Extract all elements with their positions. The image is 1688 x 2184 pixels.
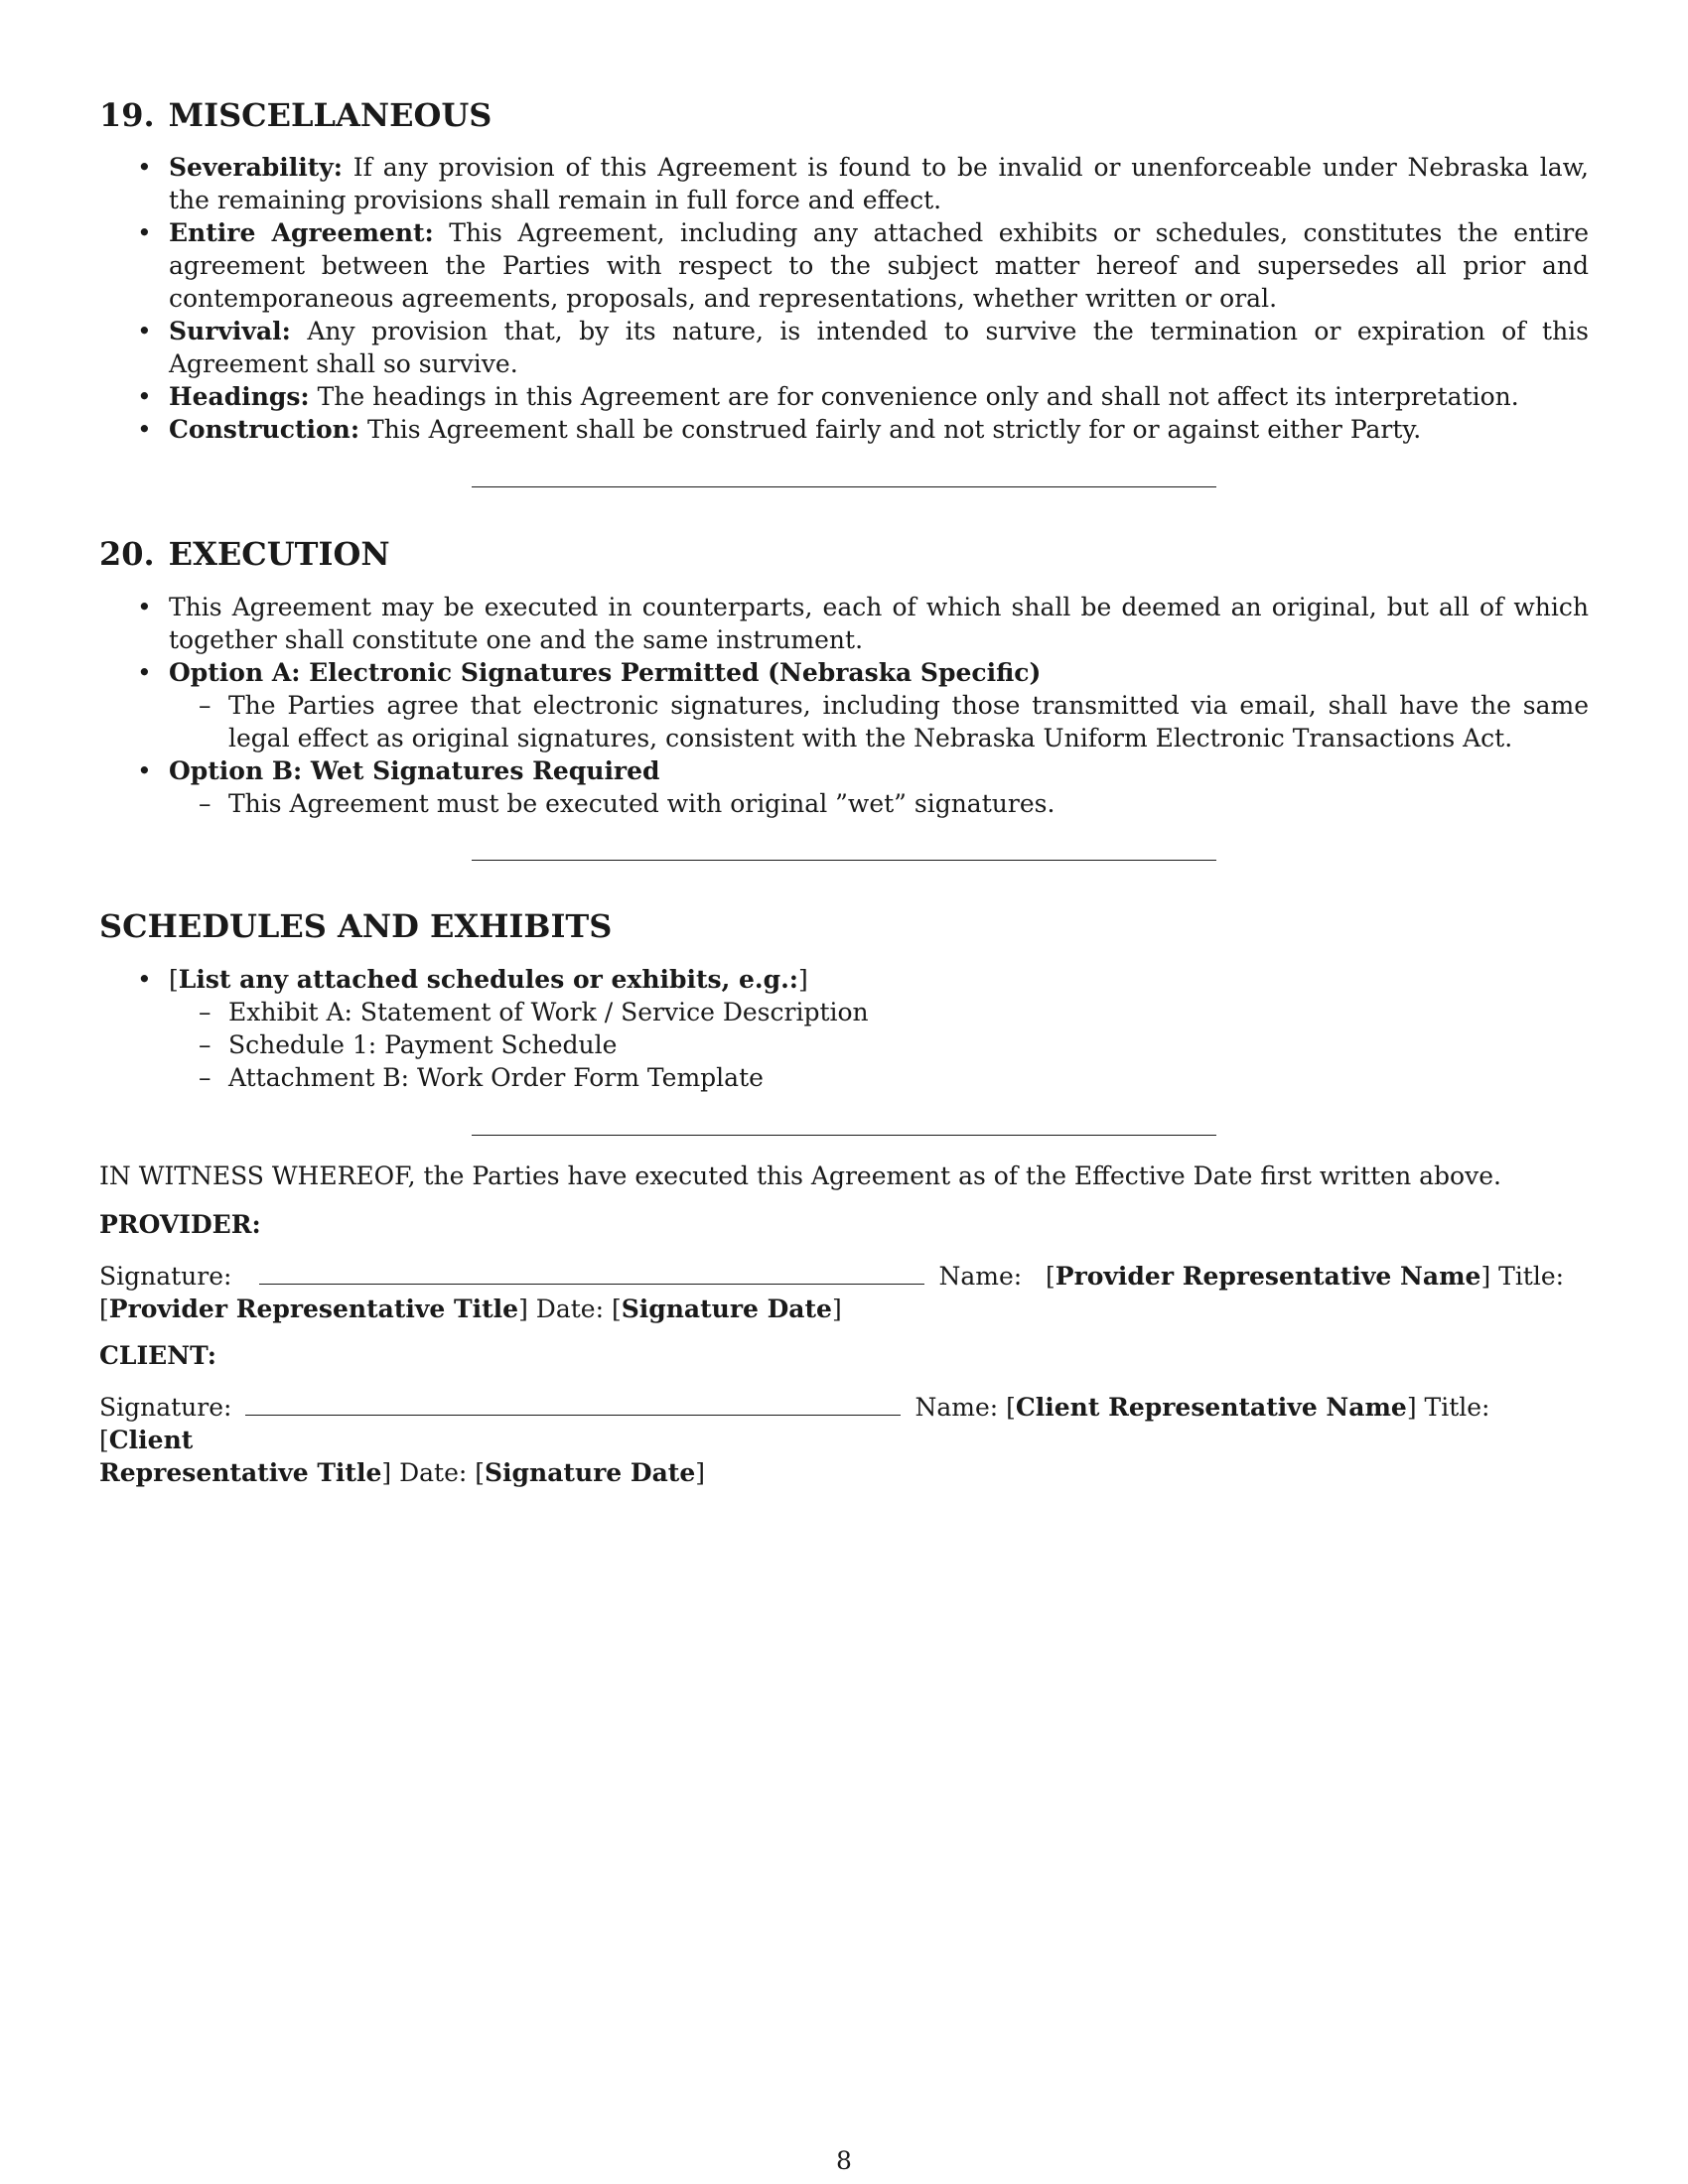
- client-heading: CLIENT:: [99, 1341, 217, 1370]
- page-number: 8: [836, 2146, 852, 2175]
- miscellaneous-list: [99, 151, 1589, 446]
- list-item: • Option B: Wet Signatures Required – This Agreement must be executed with original ”wet” signatures.: [99, 754, 1589, 820]
- list-item: • [List any attached schedules or exhibits, e.g.:] – Exhibit A: Statement of Work / Service Description – Schedule 1: Payment Schedule – Attachment B: Work Order Form Template: [99, 963, 1589, 1094]
- list-item: • Entire Agreement: This Agreement, including any attached exhibits or schedules, constitutes the entire agreement between the Parties with respect to the subject matter hereof and supersedes all prior and contemporaneous agreements, proposals, and representations, whether written or oral.: [99, 216, 1589, 315]
- sub-list-item: – Schedule 1: Payment Schedule: [169, 1028, 1589, 1061]
- list-item: • Headings: The headings in this Agreement are for convenience only and shall not affect its interpretation.: [99, 380, 1589, 413]
- section-divider: [472, 860, 1216, 861]
- sub-list: [169, 689, 1589, 754]
- sub-list-item: – Attachment B: Work Order Form Template: [169, 1061, 1589, 1094]
- section-divider: [472, 1135, 1216, 1136]
- sub-list: [169, 996, 1589, 1094]
- section-heading-execution: 20. EXECUTION: [99, 535, 390, 573]
- sub-list-item: – This Agreement must be executed with original ”wet” signatures.: [169, 787, 1589, 820]
- provider-heading: PROVIDER:: [99, 1210, 261, 1239]
- sub-list-item: – Exhibit A: Statement of Work / Service Description: [169, 996, 1589, 1028]
- section-heading-schedules: SCHEDULES AND EXHIBITS: [99, 907, 613, 945]
- list-item: • Construction: This Agreement shall be construed fairly and not strictly for or against either Party.: [99, 413, 1589, 446]
- sub-list-item: – The Parties agree that electronic signatures, including those transmitted via email, shall have the same legal effect as original signatures, consistent with the Nebraska Uniform Electronic Transactions Act.: [169, 689, 1589, 754]
- schedules-list: [99, 963, 1589, 1094]
- document-page: [99, 0, 1589, 2184]
- section-heading-miscellaneous: 19. MISCELLANEOUS: [99, 96, 492, 134]
- list-item: • This Agreement may be executed in counterparts, each of which shall be deemed an original, but all of which together shall constitute one and the same instrument.: [99, 591, 1589, 656]
- provider-signature-line[interactable]: [259, 1258, 924, 1285]
- sub-list: [169, 787, 1589, 820]
- section-divider: [472, 486, 1216, 487]
- client-signature-line[interactable]: [245, 1389, 901, 1416]
- witness-clause: IN WITNESS WHEREOF, the Parties have executed this Agreement as of the Effective Date first written above.: [99, 1161, 1501, 1190]
- client-signature-block: Signature: Name: [Client Representative Name] Title: [Client Representative Title] Date: [Signature Date]: [99, 1389, 1589, 1489]
- list-item: • Severability: If any provision of this Agreement is found to be invalid or unenforceable under Nebraska law, the remaining provisions shall remain in full force and effect.: [99, 151, 1589, 216]
- provider-signature-block: Signature: Name: [Provider Representative Name] Title: [Provider Representative Title] Date: [Signature Date]: [99, 1258, 1589, 1325]
- list-item: • Survival: Any provision that, by its nature, is intended to survive the termination or expiration of this Agreement shall so survive.: [99, 315, 1589, 380]
- list-item: • Option A: Electronic Signatures Permitted (Nebraska Specific) – The Parties agree that electronic signatures, including those transmitted via email, shall have the same legal effect as original signatures, consistent with the Nebraska Uniform Electronic Transactions Act.: [99, 656, 1589, 754]
- execution-list: [99, 591, 1589, 820]
